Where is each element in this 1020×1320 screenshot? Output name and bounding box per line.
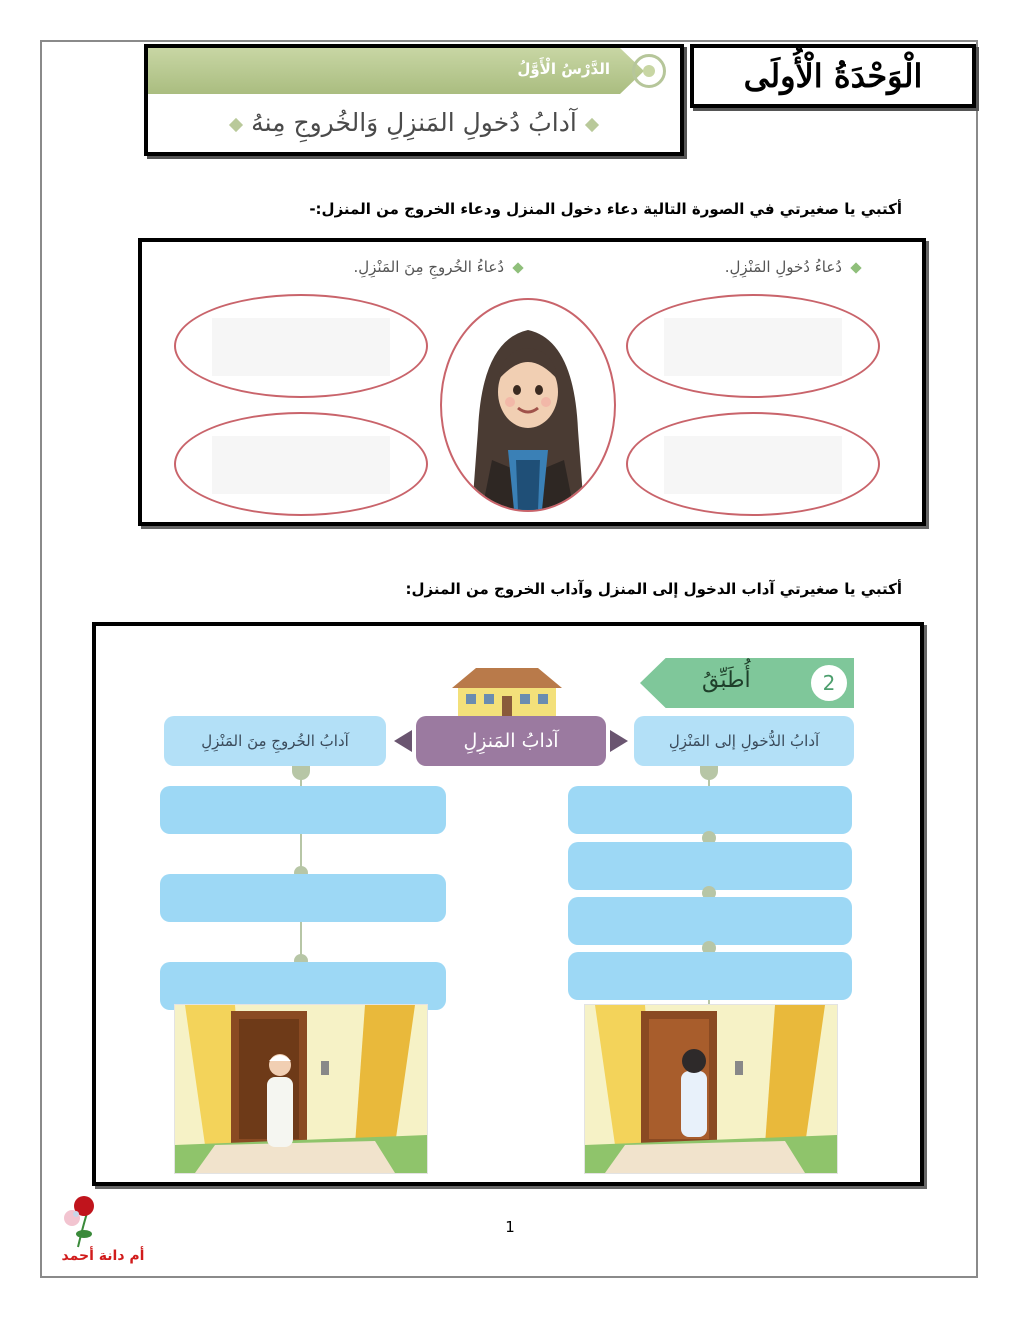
entering-manner-blank-3[interactable] (568, 897, 852, 945)
page-number: 1 (505, 1218, 515, 1236)
dua-section (138, 238, 926, 526)
entering-manners-header: آدابُ الدُّخولِ إلى المَنْزِلِ (634, 716, 854, 766)
exiting-dua-text: دُعاءُ الخُروجِ مِنَ المَنْزِلِ. (353, 258, 504, 276)
entering-manner-blank-1[interactable] (568, 786, 852, 834)
entering-manner-blank-2[interactable] (568, 842, 852, 890)
door-scene-illustration (175, 1005, 427, 1173)
exiting-manner-blank-2[interactable] (160, 874, 446, 922)
entering-dua-label (725, 258, 860, 276)
diamond-bullet-icon (512, 262, 523, 273)
apply-tag (640, 658, 854, 708)
lesson-title-row (148, 108, 680, 137)
lesson-header (144, 44, 684, 156)
entering-manner-blank-4[interactable] (568, 952, 852, 1000)
exiting-dua-oval-1[interactable] (174, 294, 428, 398)
apply-label: أُطَبِّقُ (702, 668, 751, 693)
exiting-dua-label (353, 258, 522, 276)
exiting-door-scene (174, 1004, 428, 1174)
instruction-manners: أكتبي يا صغيرتي آداب الدخول إلى المنزل وآداب الخروج من المنزل: (405, 580, 902, 598)
arrow-right-icon (610, 730, 628, 752)
house-icon (446, 666, 566, 718)
logo (48, 1192, 158, 1270)
door-scene-illustration (585, 1005, 837, 1173)
girl-illustration (442, 300, 614, 510)
lesson-number: الدَّرْسُ الْأَوَّلُ (517, 60, 610, 78)
diamond-bullet-icon (850, 262, 861, 273)
instruction-dua: أكتبي يا صغيرتي في الصورة التالية دعاء دخول المنزل ودعاء الخروج من المنزل:- (309, 200, 902, 218)
entering-door-scene (584, 1004, 838, 1174)
exiting-dua-oval-2[interactable] (174, 412, 428, 516)
logo-text: أم دانة أحمد (61, 1248, 145, 1264)
diamond-ornament-icon (585, 117, 599, 131)
entering-dua-oval-2[interactable] (626, 412, 880, 516)
rose-logo-icon (48, 1192, 158, 1252)
unit-title: الْوَحْدَةُ الْأُولَى (743, 57, 923, 95)
lesson-title: آدابُ دُخولِ المَنزِلِ وَالخُروجِ مِنهُ (251, 108, 577, 137)
apply-number: 2 (808, 662, 850, 704)
manners-section (92, 622, 924, 1186)
arrow-left-icon (394, 730, 412, 752)
house-manners-title: آدابُ المَنزِلِ (416, 716, 606, 766)
exiting-manner-blank-3[interactable] (160, 962, 446, 1010)
exiting-manner-blank-1[interactable] (160, 786, 446, 834)
entering-dua-text: دُعاءُ دُخولِ المَنْزِلِ. (724, 258, 842, 276)
girl-portrait (440, 298, 616, 512)
exiting-manners-header: آدابُ الخُروجِ مِنَ المَنْزِلِ (164, 716, 386, 766)
ornament-icon (632, 54, 666, 88)
unit-title-box (690, 44, 976, 108)
entering-dua-oval-1[interactable] (626, 294, 880, 398)
diamond-ornament-icon (229, 117, 243, 131)
